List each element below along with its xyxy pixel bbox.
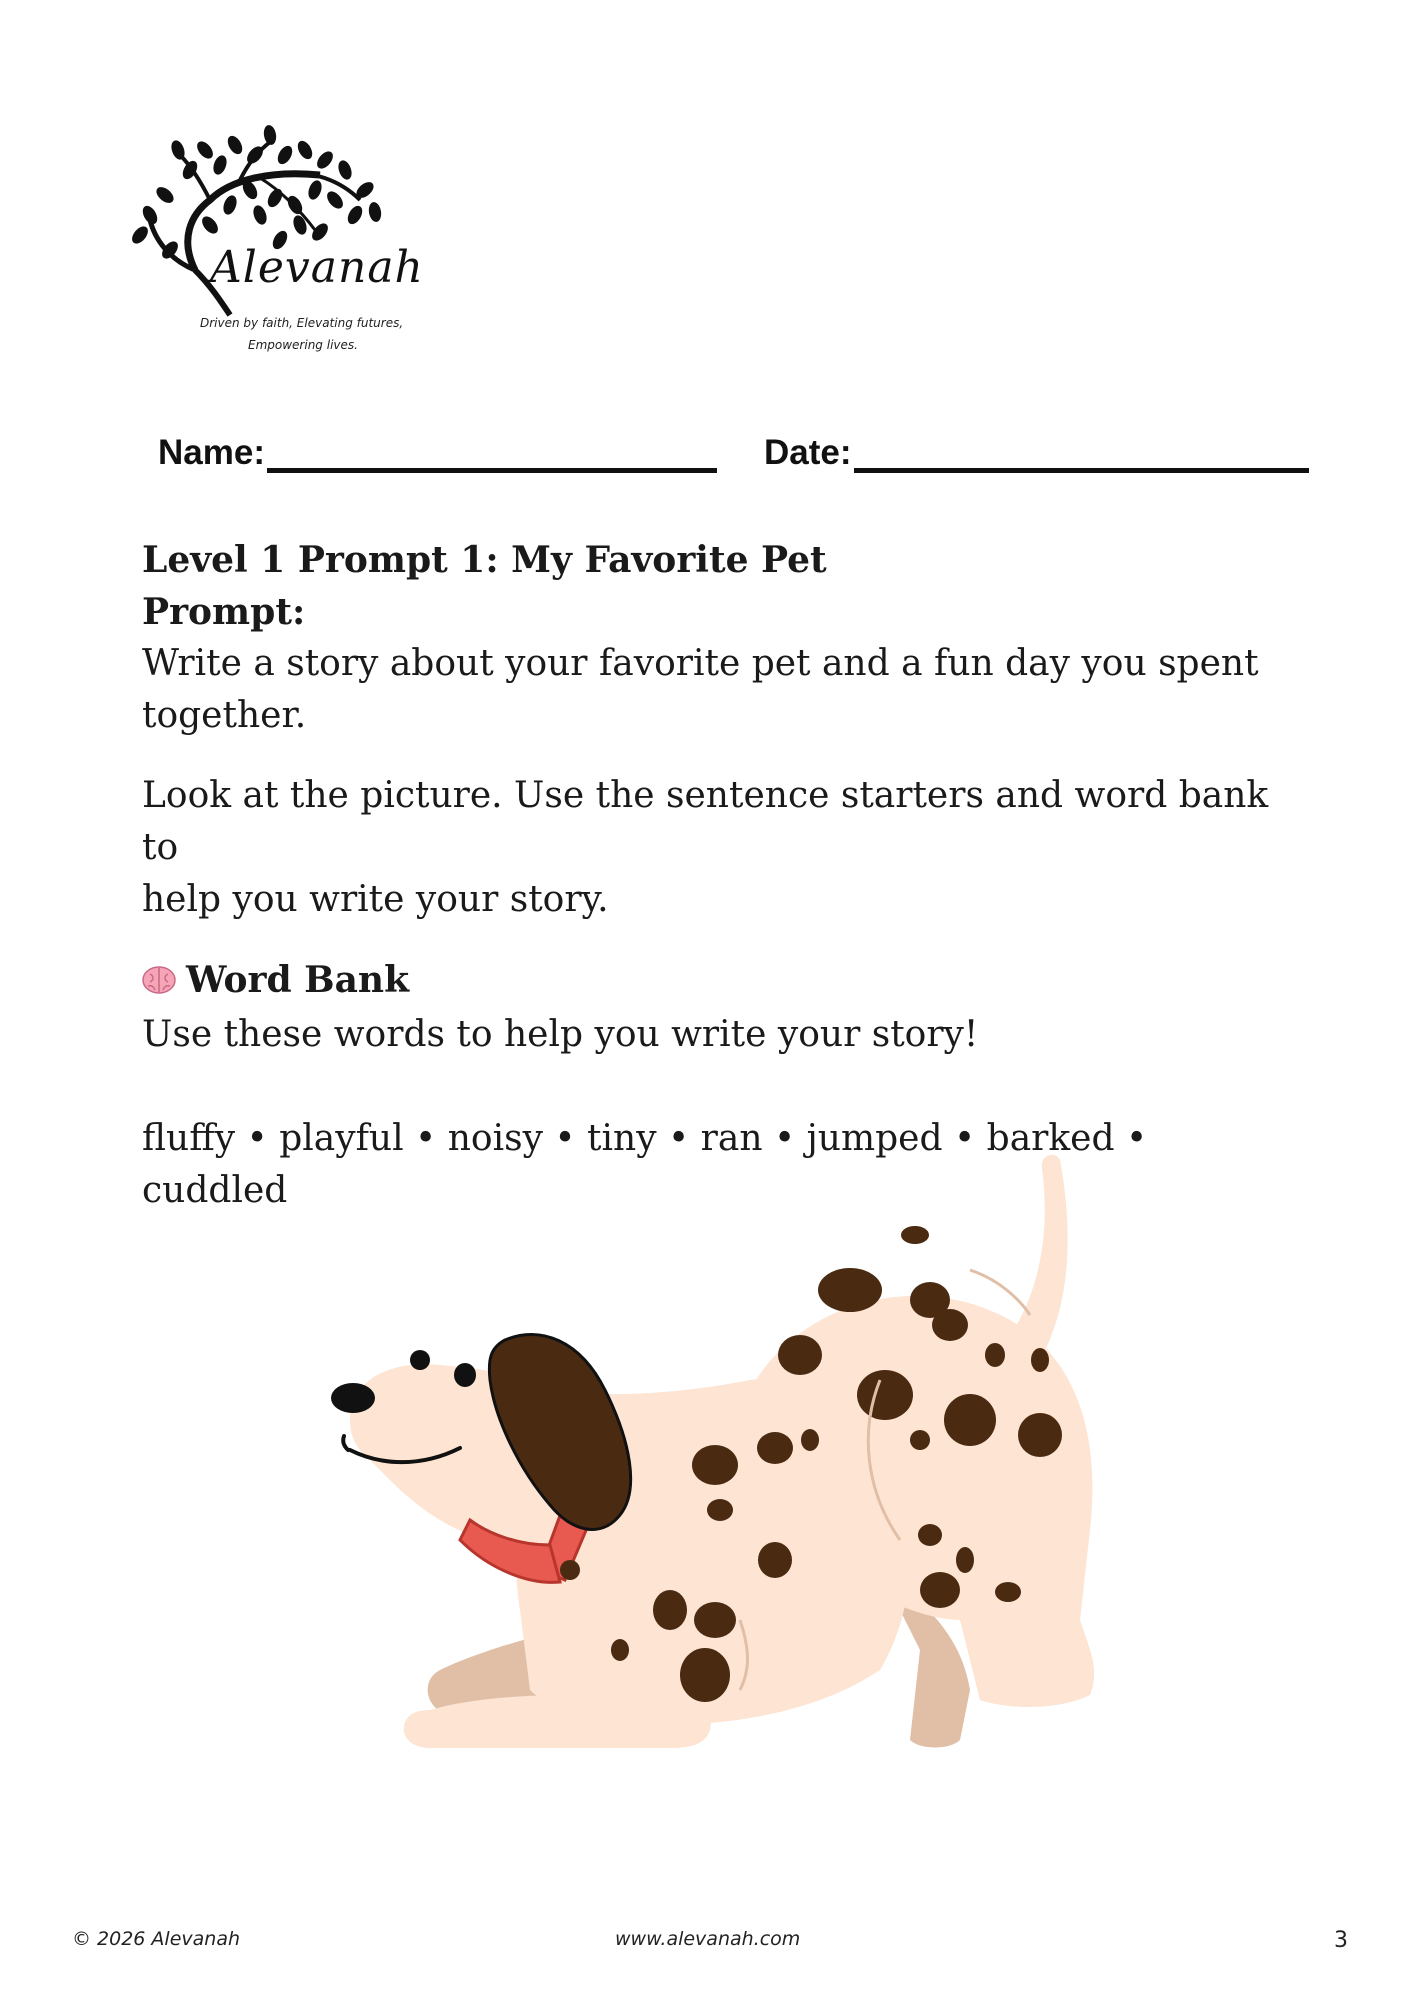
word-bank-heading xyxy=(142,954,1302,1009)
logo-tagline-line2: Empowering lives. xyxy=(248,338,358,352)
page-number: 3 xyxy=(1334,1928,1348,1953)
copyright-text: © 2026 Alevanah xyxy=(72,1928,241,1950)
date-underline[interactable] xyxy=(854,432,1309,473)
logo-wordmark: Alevanah xyxy=(210,242,424,293)
word-bank-title: Word Bank xyxy=(186,959,410,1001)
date-field[interactable] xyxy=(764,432,1309,473)
prompt-content xyxy=(142,534,1302,1217)
dalmatian-puppy-illustration xyxy=(320,1150,1120,1770)
page-footer xyxy=(0,1928,1414,1968)
instruction-line2: help you write your story. xyxy=(142,879,609,920)
name-underline[interactable] xyxy=(267,432,717,473)
prompt-title: Level 1 Prompt 1: My Favorite Pet xyxy=(142,539,827,581)
name-label: Name: xyxy=(158,433,265,472)
prompt-text-line2: together. xyxy=(142,695,307,736)
alevanah-logo xyxy=(110,120,424,360)
prompt-label: Prompt: xyxy=(142,591,306,633)
website-link[interactable]: www.alevanah.com xyxy=(615,1928,801,1950)
prompt-text-line1: Write a story about your favorite pet and a fun day you spent xyxy=(142,643,1259,684)
date-label: Date: xyxy=(764,433,852,472)
name-date-fields xyxy=(158,432,1338,478)
instruction-line1: Look at the picture. Use the sentence starters and word bank to xyxy=(142,775,1269,868)
brain-icon xyxy=(142,957,176,1009)
word-bank-words: fluffy • playful • noisy • tiny • ran • jumped • barked • cuddled xyxy=(142,1118,1148,1211)
word-bank-subtitle: Use these words to help you write your story! xyxy=(142,1014,979,1055)
logo-tagline-line1: Driven by faith, Elevating futures, xyxy=(200,316,404,330)
name-field[interactable] xyxy=(158,432,717,473)
